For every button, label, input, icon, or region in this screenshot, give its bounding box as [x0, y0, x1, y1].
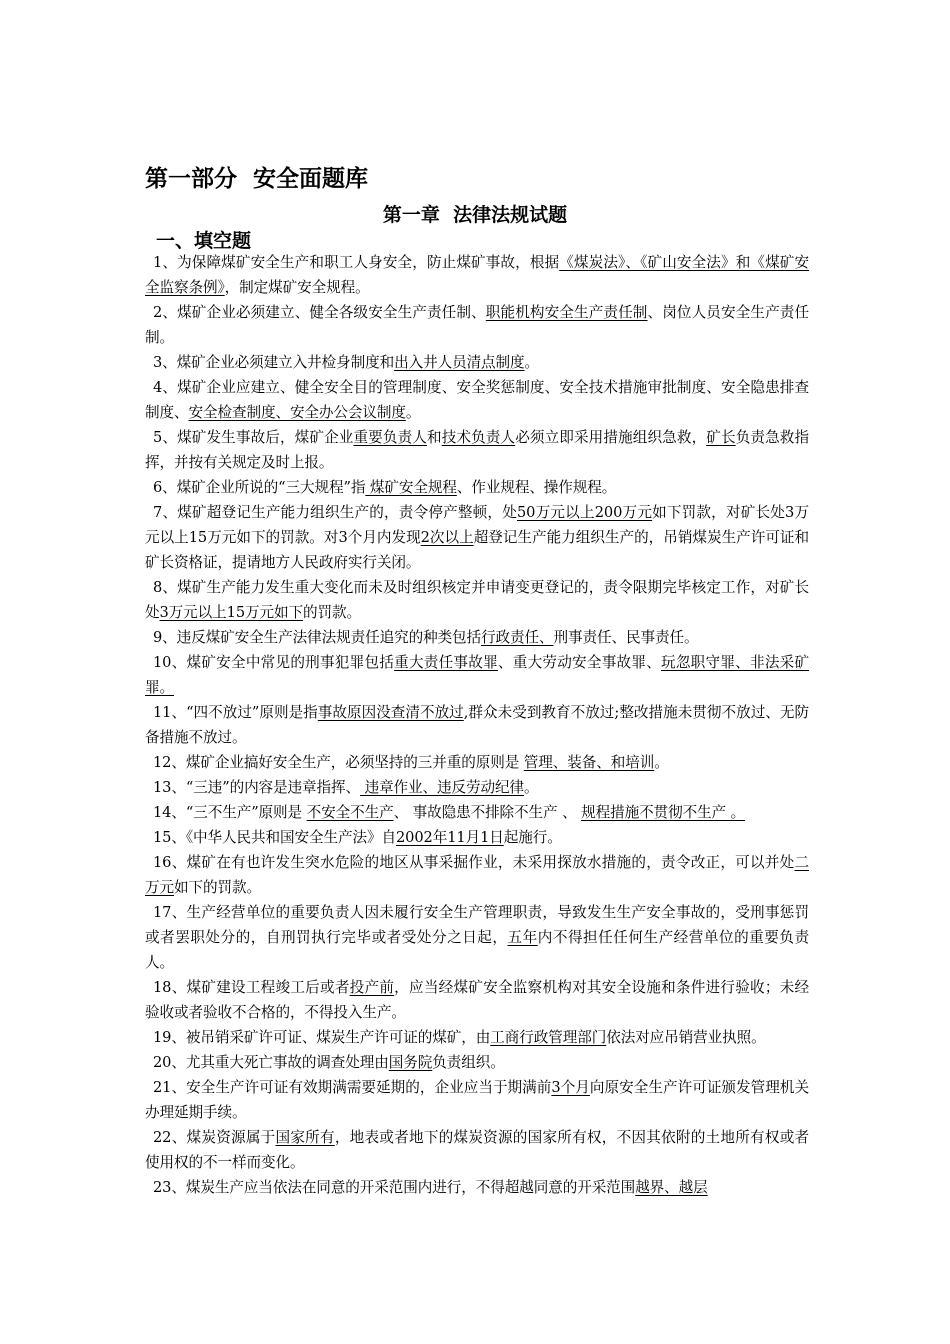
question-text: 9、违反煤矿安全生产法律法规责任追究的种类包括	[153, 629, 482, 646]
question-item	[145, 1125, 809, 1175]
question-item	[145, 500, 809, 575]
answer-blank: 规程措施不贯彻不生产 。	[581, 804, 746, 821]
part-title: 第一部分 安全面题库	[145, 166, 369, 192]
question-text: ，应当经煤矿安全监察机构对其安全设施和条件进行验收；未经验收或者验收不合格的，不得投入生产。	[145, 979, 810, 1021]
answer-blank: 重要负责人	[353, 429, 427, 446]
question-text: 超登记生产能力组织生产的，吊销煤炭生产许可证和矿长资格证，提请地方人民政府实行关闭。	[145, 529, 810, 571]
answer-blank: 投产前	[349, 979, 395, 996]
question-item	[145, 625, 809, 650]
question-text: 14、“三不生产”原则是	[153, 804, 307, 821]
question-text: 、 事故隐患不排除不生产 、	[393, 804, 582, 821]
answer-blank: 3个月	[551, 1079, 590, 1096]
question-item	[145, 800, 809, 825]
answer-blank: 技术负责人	[441, 429, 516, 446]
question-text: 17、生产经营单位的重要负责人因未履行安全生产管理职责，导致发生生产安全事故的，受刑事惩罚或者罢职处分的，自刑罚执行完毕或者受处分之日起，	[145, 904, 809, 946]
question-item	[145, 575, 809, 625]
answer-blank: 3万元以上15万元如下	[159, 604, 304, 621]
question-text: 负责组织。	[432, 1054, 505, 1071]
answer-blank: 事故原因没查清不放过	[317, 704, 464, 721]
question-item	[145, 425, 809, 475]
question-list	[145, 250, 809, 1200]
question-item	[145, 850, 809, 900]
question-text: 22、煤炭资源属于	[153, 1129, 276, 1146]
question-item	[145, 1175, 809, 1200]
question-text: 。	[524, 354, 540, 371]
question-item	[145, 700, 809, 750]
question-text: 的罚款。	[303, 604, 361, 621]
question-item	[145, 975, 809, 1025]
answer-blank: 行政责任、	[481, 629, 554, 646]
section-title: 一、填空题	[156, 230, 252, 252]
question-text: 12、煤矿企业搞好安全生产，必须坚持的三并重的原则是	[153, 754, 524, 771]
question-text: 11、“四不放过”原则是指	[153, 704, 318, 721]
question-item	[145, 1075, 809, 1125]
answer-blank: 矿长	[706, 429, 736, 446]
question-text: 2、煤矿企业必须建立、健全各级安全生产责任制、	[153, 304, 486, 321]
answer-blank: 出入井人员清点制度	[394, 354, 525, 371]
answer-blank: 玩忽职守罪、非法采矿罪。	[145, 654, 809, 696]
question-text: 、重大劳动安全事故罪、	[497, 654, 662, 671]
answer-blank: 2002年11月1日	[395, 829, 504, 846]
answer-blank: 重大责任事故罪	[394, 654, 498, 671]
question-item	[145, 250, 809, 300]
question-text: 19、被吊销采矿许可证、煤炭生产许可证的煤矿，由	[153, 1029, 491, 1046]
question-text: 负责急救指挥，并按有关规定及时上报。	[145, 429, 809, 471]
question-text: 23、煤炭生产应当依法在同意的开采范围内进行，不得超越同意的开采范围	[153, 1179, 636, 1196]
answer-blank: 煤矿安全规程	[365, 479, 457, 496]
answer-blank: 国家所有	[275, 1129, 335, 1146]
question-text: 、作业规程、操作规程。	[456, 479, 617, 496]
question-text: 刑事责任、民事责任。	[553, 629, 699, 646]
answer-blank: 五年	[507, 929, 538, 946]
answer-blank: 工商行政管理部门	[490, 1029, 607, 1046]
question-text: 如下的罚款。	[174, 879, 261, 896]
answer-blank: 《煤炭法》、《矿山安全法》和《煤矿安全监察条例》	[145, 254, 809, 296]
question-text: 、岗位人员安全生产责任制。	[145, 304, 809, 346]
question-item	[145, 1050, 809, 1075]
question-text: 18、煤矿建设工程竣工后或者	[153, 979, 350, 996]
question-item	[145, 775, 809, 800]
question-text: 20、尤其重大死亡事故的调查处理由	[153, 1054, 389, 1071]
question-text: 和	[426, 429, 442, 446]
question-item	[145, 300, 809, 350]
question-text: ，制定煤矿安全规程。	[224, 279, 370, 296]
answer-blank: 二万元	[145, 854, 809, 896]
question-text: 起施行。	[503, 829, 562, 846]
question-text: 向原安全生产许可证颁发管理机关办理延期手续。	[145, 1079, 809, 1121]
answer-blank: 越界、越层	[635, 1179, 708, 1196]
question-text: 。	[524, 779, 539, 796]
answer-blank: 安全检查制度、安全办公会议制度	[188, 404, 406, 421]
question-text: 6、煤矿企业所说的“三大规程”指	[153, 479, 366, 496]
question-text: 10、煤矿安全中常见的刑事犯罪包括	[153, 654, 395, 671]
answer-blank: 2次以上	[420, 529, 474, 546]
question-text: 7、煤矿超登记生产能力组织生产的，责令停产整顿，处	[153, 504, 517, 521]
question-item	[145, 1025, 809, 1050]
answer-blank: 国务院	[388, 1054, 433, 1071]
question-text: 依法对应吊销营业执照。	[606, 1029, 766, 1046]
answer-blank: 管理、装备、和培训	[523, 754, 655, 771]
question-item	[145, 375, 809, 425]
question-item	[145, 650, 809, 700]
question-item	[145, 475, 809, 500]
question-text: 必须立即采用措施组织急救，	[515, 429, 707, 446]
chapter-title: 第一章 法律法规试题	[382, 204, 568, 226]
question-item	[145, 900, 809, 975]
answer-blank: 不安全不生产	[306, 804, 394, 821]
question-text: 13、“三违”的内容是违章指挥、	[153, 779, 361, 796]
question-text: ,群众未受到教育不放过;整改措施未贯彻不放过、无防备措施不放过。	[145, 704, 809, 746]
question-text: 15、《中华人民共和国安全生产法》自	[153, 829, 396, 846]
question-text: ，地表或者地下的煤炭资源的国家所有权，不因其依附的土地所有权或者使用权的不一样而变化。	[145, 1129, 810, 1171]
question-text: 16、煤矿在有也许发生突水危险的地区从事采掘作业，未采用探放水措施的，责令改正，可以并处	[153, 854, 795, 871]
question-item	[145, 350, 809, 375]
question-text: 如下罚款，对矿长处3万元以上15万元如下的罚款。对3个月内发现	[145, 504, 809, 546]
answer-blank: 50万元以上200万元	[516, 504, 653, 521]
answer-blank: 违章作业、违反劳动纪律	[360, 779, 525, 796]
question-text: 3、煤矿企业必须建立入井检身制度和	[153, 354, 395, 371]
question-text: 21、安全生产许可证有效期满需要延期的，企业应当于期满前	[153, 1079, 552, 1096]
question-text: 1、为保障煤矿安全生产和职工人身安全，防止煤矿事故，根据	[153, 254, 560, 271]
question-text: 。	[405, 404, 421, 421]
question-text: 8、煤矿生产能力发生重大变化而未及时组织核定并申请变更登记的，责令限期完毕核定工作，对矿长处	[145, 579, 809, 621]
question-item	[145, 825, 809, 850]
question-text: 。	[654, 754, 669, 771]
answer-blank: 职能机构安全生产责任制	[485, 304, 648, 321]
question-text: 4、煤矿企业应建立、健全安全目的管理制度、安全奖惩制度、安全技术措施审批制度、安全隐患排查制度、	[145, 379, 809, 421]
question-text: 内不得担任任何生产经营单位的重要负责人。	[145, 929, 810, 971]
question-text: 5、煤矿发生事故后，煤矿企业	[153, 429, 354, 446]
question-item	[145, 750, 809, 775]
